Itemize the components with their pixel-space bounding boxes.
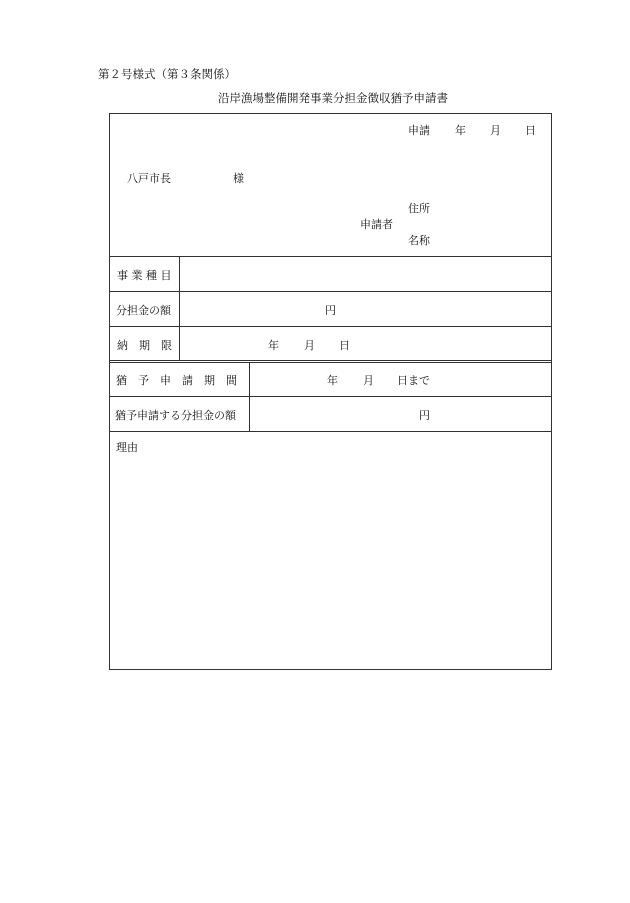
due-date-month: 月 bbox=[304, 339, 315, 352]
date-day: 日 bbox=[525, 124, 536, 137]
deferral-period-until: 日まで bbox=[397, 374, 430, 387]
due-date-label: 納 期 限 bbox=[117, 339, 172, 352]
date-month: 月 bbox=[490, 124, 501, 137]
application-form-frame bbox=[109, 113, 552, 670]
applicant-label: 申請者 bbox=[360, 218, 393, 231]
applicant-address-label: 住所 bbox=[408, 202, 430, 215]
row-divider-due-date bbox=[109, 326, 552, 327]
label-column-divider-lower bbox=[249, 362, 250, 431]
project-type-label: 事 業 種 目 bbox=[117, 269, 172, 282]
reason-label: 理由 bbox=[116, 441, 138, 454]
due-date-year: 年 bbox=[268, 339, 279, 352]
deferral-period-year: 年 bbox=[327, 374, 338, 387]
date-year: 年 bbox=[455, 124, 466, 137]
deferral-amount-label: 猶予申請する分担金の額 bbox=[115, 409, 236, 422]
document-title: 沿岸漁場整備開発事業分担金徴収猶予申請書 bbox=[218, 91, 448, 105]
section-divider bbox=[109, 360, 552, 363]
form-number: 第２号様式（第３条関係） bbox=[98, 67, 236, 81]
deferral-period-month: 月 bbox=[363, 374, 374, 387]
row-divider-deferral-period bbox=[109, 396, 552, 397]
date-prefix: 申請 bbox=[408, 124, 430, 137]
row-divider-deferral-amount bbox=[109, 431, 552, 432]
share-amount-label: 分担金の額 bbox=[116, 304, 171, 317]
due-date-day: 日 bbox=[339, 339, 350, 352]
deferral-amount-unit: 円 bbox=[419, 409, 430, 422]
row-divider-share-amount bbox=[109, 291, 552, 292]
addressee-honorific: 様 bbox=[233, 172, 244, 185]
deferral-period-label: 猶 予 申 請 期 間 bbox=[116, 374, 237, 387]
label-column-divider-upper bbox=[179, 256, 180, 361]
addressee-name: 八戸市長 bbox=[127, 172, 171, 185]
applicant-name-label: 名称 bbox=[408, 234, 430, 247]
row-divider-project-type bbox=[109, 256, 552, 257]
share-amount-unit: 円 bbox=[325, 304, 336, 317]
